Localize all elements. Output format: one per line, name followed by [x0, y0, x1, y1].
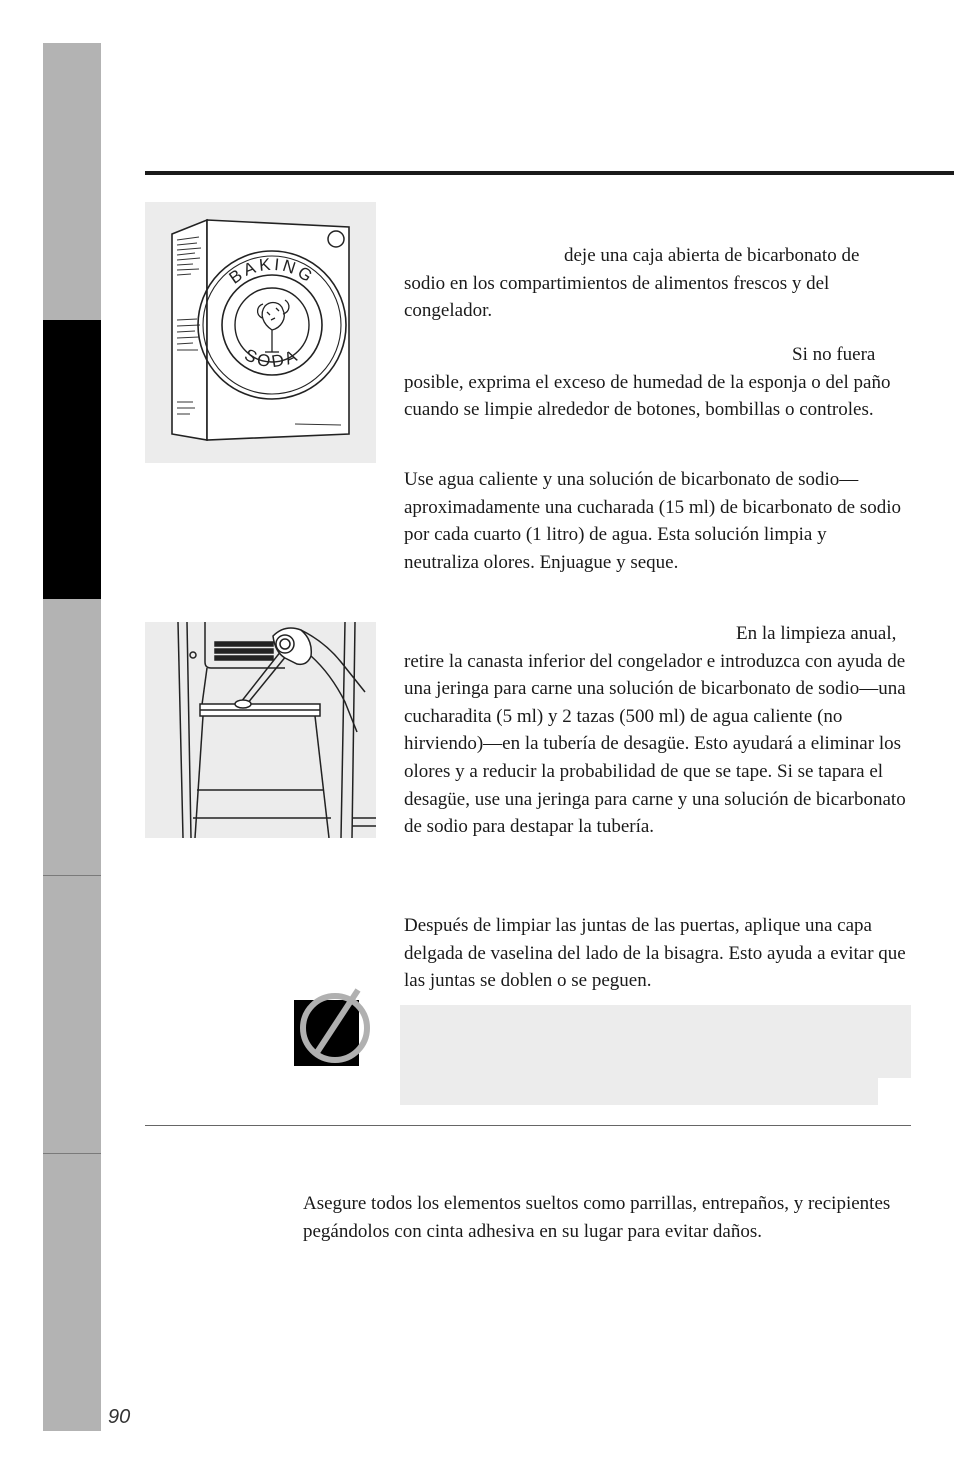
warning-note-box — [400, 1005, 911, 1105]
prohibited-icon — [292, 982, 382, 1072]
side-tab-divider — [43, 1153, 101, 1154]
paragraph-secure-items: Asegure todos los elementos sueltos como parrillas, entrepaños, y recipientes pegándolos con cinta adhesiva en su lugar para evitar daños. — [303, 1193, 891, 1242]
baking-soda-illustration — [145, 202, 376, 463]
section-rule — [145, 1125, 911, 1126]
freezer-drain-icon — [145, 622, 376, 838]
paragraph-drain-cleaning: En la limpieza anual, retire la canasta inferior del congelador e introduzca con ayuda de una jeringa para carne una solución de bicarbonato de sodio—una cucharadita (5 ml) y 2 tazas (500 ml) de agua caliente (no hirviendo)—en la tubería de desagüe. Esto ayudará a eliminar los olores y a reducir la probabilidad de que se tape. Si se tapara el desagüe, use una jeringa para carne y una solución de bicarbonato de sodio para destapar la tubería. — [404, 623, 906, 838]
side-tab-active — [43, 320, 101, 599]
paragraph-moisture: Si no fuera posible, exprima el exceso de humedad de la esponja o del paño cuando se limpie alrededor de botones, bombillas o controles. — [404, 344, 891, 421]
baking-label: BAKING — [225, 254, 319, 288]
side-tab-1 — [43, 43, 101, 320]
note-box-notch — [878, 1078, 918, 1108]
top-rule — [145, 171, 954, 175]
paragraph-odors: deje una caja abierta de bicarbonato de sodio en los compartimientos de alimentos frescos y del congelador. — [404, 245, 860, 322]
side-tab-3 — [43, 599, 101, 1431]
paragraph-door-gaskets: Después de limpiar las juntas de las puertas, aplique una capa delgada de vaselina del lado de la bisagra. Esto ayuda a evitar que las juntas se doblen o se peguen. — [404, 915, 906, 992]
side-tab-divider — [43, 875, 101, 876]
soda-label: SODA — [241, 345, 303, 372]
baking-soda-box-icon — [145, 202, 376, 463]
page-number: 90 — [108, 1406, 131, 1428]
paragraph-cleaning-solution: Use agua caliente y una solución de bicarbonato de sodio—aproximadamente una cucharada (15 ml) de bicarbonato de sodio por cada cuarto (1 litro) de agua. Esta solución limpia y neutraliza olores. Enjuague y seque. — [404, 469, 901, 573]
freezer-drain-illustration — [145, 622, 376, 838]
